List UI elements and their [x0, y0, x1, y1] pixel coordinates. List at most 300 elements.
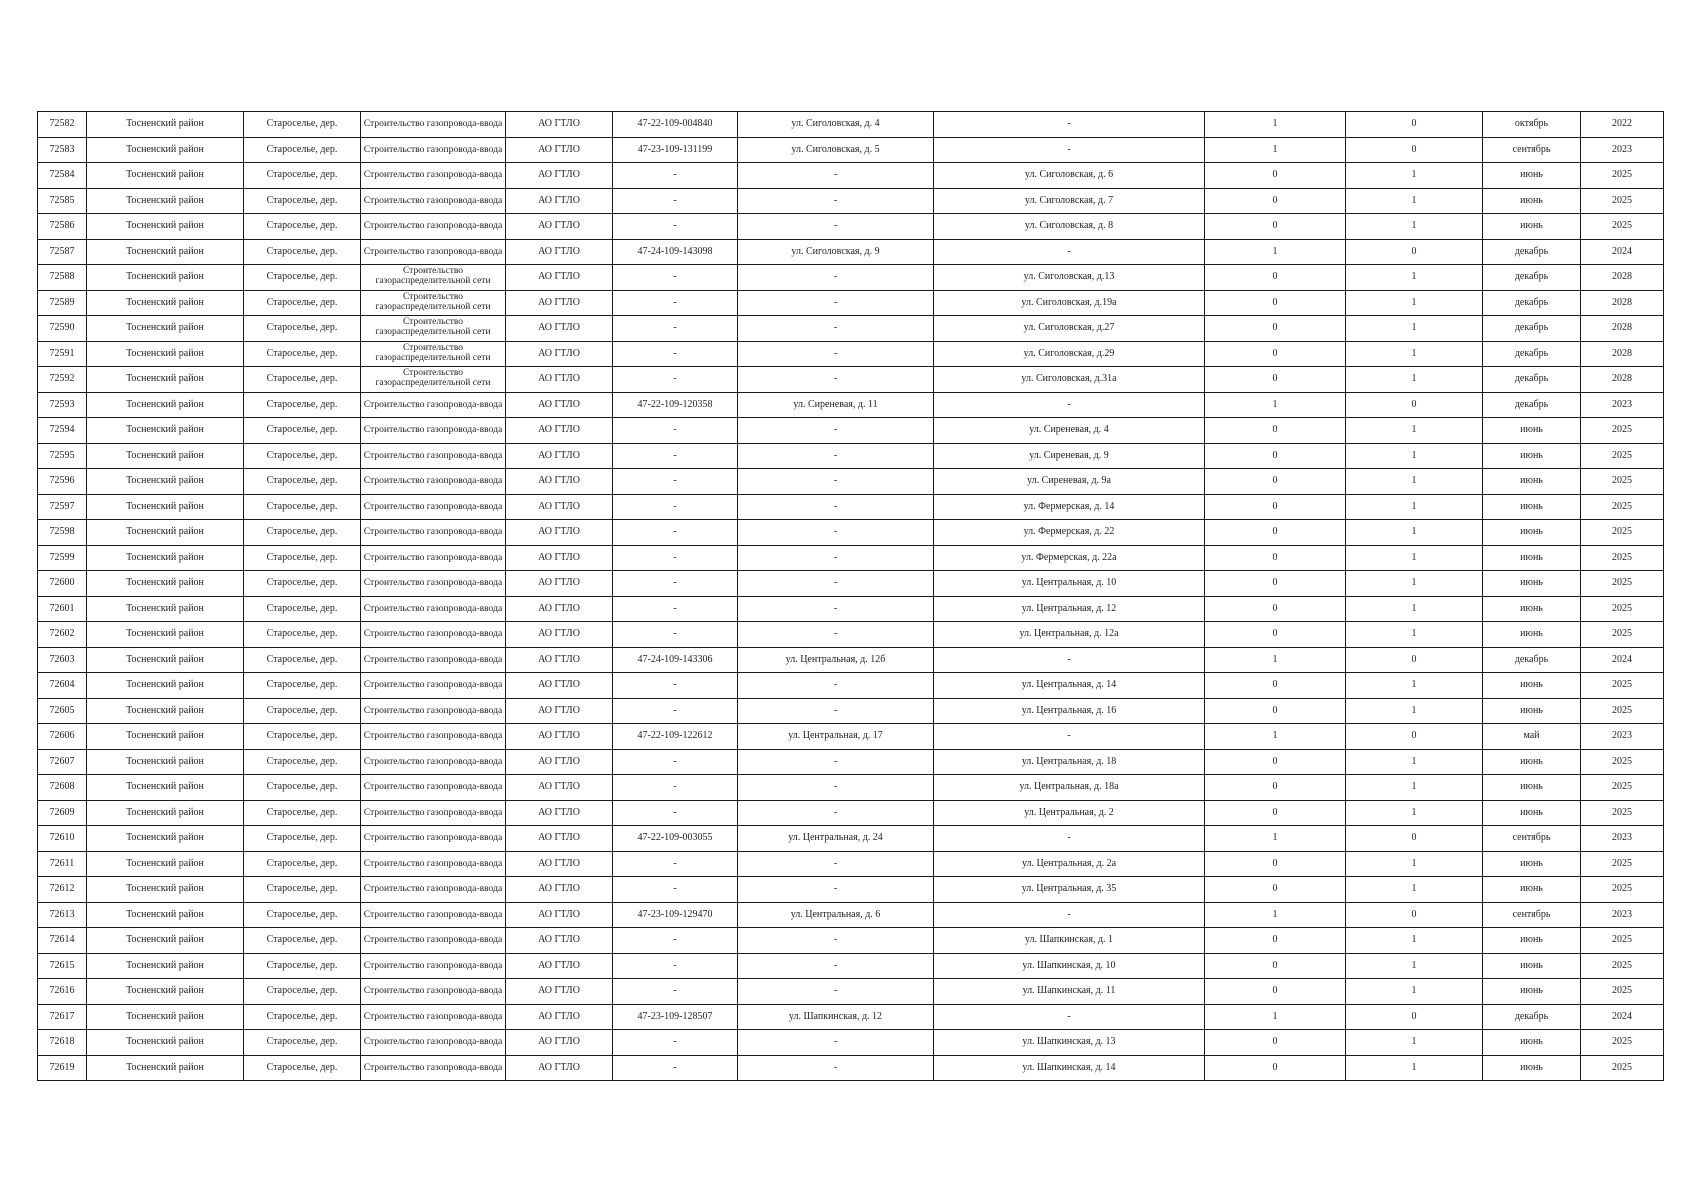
table-row — [38, 826, 1664, 852]
organization-cell: АО ГТЛО — [506, 469, 613, 495]
count-a-cell: 0 — [1205, 673, 1346, 699]
settlement-cell: Староселье, дер. — [244, 494, 361, 520]
count-b-cell: 1 — [1346, 596, 1483, 622]
settlement-cell: Староселье, дер. — [244, 1055, 361, 1081]
table-row — [38, 1004, 1664, 1030]
row-number-cell: 72596 — [38, 469, 87, 495]
year-cell: 2028 — [1581, 367, 1664, 393]
planned-address-cell: ул. Шапкинская, д. 11 — [934, 979, 1205, 1005]
existing-address-cell: - — [738, 928, 934, 954]
count-b-cell: 0 — [1346, 647, 1483, 673]
cadastral-number-cell: 47-23-109-131199 — [613, 137, 738, 163]
month-cell: июнь — [1483, 673, 1581, 699]
district-cell: Тосненский район — [87, 316, 244, 342]
count-b-cell: 1 — [1346, 851, 1483, 877]
year-cell: 2028 — [1581, 341, 1664, 367]
table-row — [38, 163, 1664, 189]
planned-address-cell: ул. Сиголовская, д. 8 — [934, 214, 1205, 240]
district-cell: Тосненский район — [87, 520, 244, 546]
organization-cell: АО ГТЛО — [506, 1004, 613, 1030]
work-type-cell: Строительство газопровода-ввода — [361, 571, 506, 597]
existing-address-cell: ул. Сиголовская, д. 5 — [738, 137, 934, 163]
count-b-cell: 1 — [1346, 290, 1483, 316]
count-b-cell: 0 — [1346, 137, 1483, 163]
district-cell: Тосненский район — [87, 724, 244, 750]
cadastral-number-cell: 47-22-109-120358 — [613, 392, 738, 418]
year-cell: 2025 — [1581, 698, 1664, 724]
district-cell: Тосненский район — [87, 1055, 244, 1081]
planned-address-cell: ул. Центральная, д. 16 — [934, 698, 1205, 724]
organization-cell: АО ГТЛО — [506, 214, 613, 240]
settlement-cell: Староселье, дер. — [244, 214, 361, 240]
work-type-cell: Строительство газопровода-ввода — [361, 928, 506, 954]
existing-address-cell: ул. Сиголовская, д. 4 — [738, 112, 934, 138]
row-number-cell: 72616 — [38, 979, 87, 1005]
count-b-cell: 1 — [1346, 443, 1483, 469]
year-cell: 2025 — [1581, 571, 1664, 597]
row-number-cell: 72607 — [38, 749, 87, 775]
row-number-cell: 72615 — [38, 953, 87, 979]
settlement-cell: Староселье, дер. — [244, 520, 361, 546]
settlement-cell: Староселье, дер. — [244, 724, 361, 750]
existing-address-cell: - — [738, 622, 934, 648]
work-type-cell: Строительство газораспределительной сети — [361, 367, 506, 393]
planned-address-cell: ул. Центральная, д. 2а — [934, 851, 1205, 877]
row-number-cell: 72584 — [38, 163, 87, 189]
count-a-cell: 0 — [1205, 953, 1346, 979]
cadastral-number-cell: 47-24-109-143098 — [613, 239, 738, 265]
settlement-cell: Староселье, дер. — [244, 647, 361, 673]
row-number-cell: 72614 — [38, 928, 87, 954]
work-type-cell: Строительство газопровода-ввода — [361, 775, 506, 801]
work-type-cell: Строительство газопровода-ввода — [361, 443, 506, 469]
work-type-cell: Строительство газопровода-ввода — [361, 698, 506, 724]
count-b-cell: 1 — [1346, 316, 1483, 342]
row-number-cell: 72595 — [38, 443, 87, 469]
year-cell: 2023 — [1581, 724, 1664, 750]
cadastral-number-cell: - — [613, 775, 738, 801]
count-b-cell: 0 — [1346, 902, 1483, 928]
month-cell: июнь — [1483, 851, 1581, 877]
count-a-cell: 0 — [1205, 622, 1346, 648]
row-number-cell: 72617 — [38, 1004, 87, 1030]
cadastral-number-cell: - — [613, 188, 738, 214]
count-a-cell: 0 — [1205, 469, 1346, 495]
table-row — [38, 545, 1664, 571]
year-cell: 2025 — [1581, 188, 1664, 214]
table-row — [38, 239, 1664, 265]
existing-address-cell: - — [738, 749, 934, 775]
organization-cell: АО ГТЛО — [506, 800, 613, 826]
table-row — [38, 367, 1664, 393]
cadastral-number-cell: 47-24-109-143306 — [613, 647, 738, 673]
district-cell: Тосненский район — [87, 902, 244, 928]
cadastral-number-cell: - — [613, 749, 738, 775]
table-row — [38, 137, 1664, 163]
cadastral-number-cell: - — [613, 1055, 738, 1081]
existing-address-cell: - — [738, 571, 934, 597]
work-type-cell: Строительство газопровода-ввода — [361, 469, 506, 495]
table-row — [38, 673, 1664, 699]
cadastral-number-cell: - — [613, 316, 738, 342]
count-a-cell: 0 — [1205, 188, 1346, 214]
planned-address-cell: ул. Центральная, д. 18а — [934, 775, 1205, 801]
planned-address-cell: ул. Шапкинская, д. 14 — [934, 1055, 1205, 1081]
organization-cell: АО ГТЛО — [506, 724, 613, 750]
count-b-cell: 1 — [1346, 1030, 1483, 1056]
cadastral-number-cell: - — [613, 520, 738, 546]
row-number-cell: 72591 — [38, 341, 87, 367]
settlement-cell: Староселье, дер. — [244, 800, 361, 826]
row-number-cell: 72588 — [38, 265, 87, 291]
work-type-cell: Строительство газопровода-ввода — [361, 851, 506, 877]
organization-cell: АО ГТЛО — [506, 290, 613, 316]
count-b-cell: 1 — [1346, 494, 1483, 520]
row-number-cell: 72612 — [38, 877, 87, 903]
table-row — [38, 902, 1664, 928]
year-cell: 2025 — [1581, 1030, 1664, 1056]
count-a-cell: 0 — [1205, 341, 1346, 367]
table-row — [38, 443, 1664, 469]
district-cell: Тосненский район — [87, 494, 244, 520]
organization-cell: АО ГТЛО — [506, 367, 613, 393]
district-cell: Тосненский район — [87, 979, 244, 1005]
existing-address-cell: - — [738, 877, 934, 903]
table-row — [38, 800, 1664, 826]
district-cell: Тосненский район — [87, 622, 244, 648]
row-number-cell: 72611 — [38, 851, 87, 877]
table-row — [38, 188, 1664, 214]
work-type-cell: Строительство газопровода-ввода — [361, 494, 506, 520]
year-cell: 2025 — [1581, 520, 1664, 546]
existing-address-cell: - — [738, 341, 934, 367]
organization-cell: АО ГТЛО — [506, 953, 613, 979]
month-cell: июнь — [1483, 571, 1581, 597]
existing-address-cell: - — [738, 418, 934, 444]
cadastral-number-cell: - — [613, 928, 738, 954]
count-b-cell: 1 — [1346, 418, 1483, 444]
existing-address-cell: - — [738, 316, 934, 342]
count-a-cell: 0 — [1205, 316, 1346, 342]
year-cell: 2025 — [1581, 596, 1664, 622]
planned-address-cell: - — [934, 647, 1205, 673]
cadastral-number-cell: 47-22-109-003055 — [613, 826, 738, 852]
planned-address-cell: ул. Центральная, д. 12а — [934, 622, 1205, 648]
row-number-cell: 72586 — [38, 214, 87, 240]
cadastral-number-cell: - — [613, 469, 738, 495]
year-cell: 2025 — [1581, 928, 1664, 954]
year-cell: 2025 — [1581, 673, 1664, 699]
work-type-cell: Строительство газораспределительной сети — [361, 290, 506, 316]
existing-address-cell: - — [738, 469, 934, 495]
year-cell: 2025 — [1581, 749, 1664, 775]
row-number-cell: 72597 — [38, 494, 87, 520]
work-type-cell: Строительство газопровода-ввода — [361, 163, 506, 189]
work-type-cell: Строительство газопровода-ввода — [361, 1030, 506, 1056]
settlement-cell: Староселье, дер. — [244, 418, 361, 444]
planned-address-cell: ул. Сиголовская, д.27 — [934, 316, 1205, 342]
organization-cell: АО ГТЛО — [506, 188, 613, 214]
settlement-cell: Староселье, дер. — [244, 265, 361, 291]
planned-address-cell: - — [934, 137, 1205, 163]
table-row — [38, 775, 1664, 801]
month-cell: декабрь — [1483, 265, 1581, 291]
district-cell: Тосненский район — [87, 673, 244, 699]
table-row — [38, 622, 1664, 648]
district-cell: Тосненский район — [87, 290, 244, 316]
planned-address-cell: - — [934, 392, 1205, 418]
count-b-cell: 0 — [1346, 239, 1483, 265]
work-type-cell: Строительство газопровода-ввода — [361, 749, 506, 775]
district-cell: Тосненский район — [87, 571, 244, 597]
month-cell: декабрь — [1483, 316, 1581, 342]
count-b-cell: 0 — [1346, 112, 1483, 138]
count-b-cell: 1 — [1346, 265, 1483, 291]
count-b-cell: 1 — [1346, 673, 1483, 699]
count-a-cell: 0 — [1205, 367, 1346, 393]
organization-cell: АО ГТЛО — [506, 545, 613, 571]
month-cell: июнь — [1483, 749, 1581, 775]
planned-address-cell: - — [934, 724, 1205, 750]
district-cell: Тосненский район — [87, 112, 244, 138]
year-cell: 2028 — [1581, 265, 1664, 291]
cadastral-number-cell: - — [613, 265, 738, 291]
year-cell: 2028 — [1581, 290, 1664, 316]
planned-address-cell: ул. Центральная, д. 14 — [934, 673, 1205, 699]
month-cell: декабрь — [1483, 239, 1581, 265]
existing-address-cell: ул. Сиреневая, д. 11 — [738, 392, 934, 418]
count-b-cell: 1 — [1346, 341, 1483, 367]
existing-address-cell: - — [738, 775, 934, 801]
count-a-cell: 0 — [1205, 418, 1346, 444]
planned-address-cell: ул. Сиголовская, д.31а — [934, 367, 1205, 393]
settlement-cell: Староселье, дер. — [244, 239, 361, 265]
existing-address-cell: - — [738, 214, 934, 240]
planned-address-cell: ул. Сиголовская, д. 6 — [934, 163, 1205, 189]
organization-cell: АО ГТЛО — [506, 749, 613, 775]
row-number-cell: 72592 — [38, 367, 87, 393]
cadastral-number-cell: - — [613, 622, 738, 648]
count-a-cell: 0 — [1205, 749, 1346, 775]
district-cell: Тосненский район — [87, 1030, 244, 1056]
row-number-cell: 72619 — [38, 1055, 87, 1081]
table-row — [38, 290, 1664, 316]
work-type-cell: Строительство газопровода-ввода — [361, 188, 506, 214]
settlement-cell: Староселье, дер. — [244, 902, 361, 928]
work-type-cell: Строительство газопровода-ввода — [361, 112, 506, 138]
cadastral-number-cell: - — [613, 290, 738, 316]
organization-cell: АО ГТЛО — [506, 316, 613, 342]
table-row — [38, 392, 1664, 418]
existing-address-cell: ул. Шапкинская, д. 12 — [738, 1004, 934, 1030]
table-row — [38, 469, 1664, 495]
count-a-cell: 0 — [1205, 877, 1346, 903]
work-type-cell: Строительство газопровода-ввода — [361, 724, 506, 750]
settlement-cell: Староселье, дер. — [244, 979, 361, 1005]
count-b-cell: 1 — [1346, 1055, 1483, 1081]
cadastral-number-cell: - — [613, 214, 738, 240]
count-b-cell: 1 — [1346, 622, 1483, 648]
organization-cell: АО ГТЛО — [506, 163, 613, 189]
count-b-cell: 1 — [1346, 979, 1483, 1005]
count-a-cell: 0 — [1205, 698, 1346, 724]
district-cell: Тосненский район — [87, 137, 244, 163]
year-cell: 2025 — [1581, 979, 1664, 1005]
existing-address-cell: - — [738, 851, 934, 877]
count-b-cell: 1 — [1346, 698, 1483, 724]
table-row — [38, 928, 1664, 954]
year-cell: 2024 — [1581, 647, 1664, 673]
count-a-cell: 1 — [1205, 392, 1346, 418]
district-cell: Тосненский район — [87, 392, 244, 418]
year-cell: 2025 — [1581, 622, 1664, 648]
table-row — [38, 112, 1664, 138]
count-a-cell: 0 — [1205, 214, 1346, 240]
count-a-cell: 0 — [1205, 494, 1346, 520]
district-cell: Тосненский район — [87, 1004, 244, 1030]
organization-cell: АО ГТЛО — [506, 877, 613, 903]
existing-address-cell: ул. Центральная, д. 24 — [738, 826, 934, 852]
count-a-cell: 0 — [1205, 800, 1346, 826]
count-a-cell: 0 — [1205, 265, 1346, 291]
count-b-cell: 1 — [1346, 953, 1483, 979]
count-a-cell: 1 — [1205, 112, 1346, 138]
existing-address-cell: - — [738, 163, 934, 189]
planned-address-cell: ул. Шапкинская, д. 10 — [934, 953, 1205, 979]
year-cell: 2025 — [1581, 214, 1664, 240]
organization-cell: АО ГТЛО — [506, 979, 613, 1005]
month-cell: декабрь — [1483, 647, 1581, 673]
work-type-cell: Строительство газопровода-ввода — [361, 392, 506, 418]
cadastral-number-cell: 47-22-109-122612 — [613, 724, 738, 750]
year-cell: 2025 — [1581, 800, 1664, 826]
work-type-cell: Строительство газопровода-ввода — [361, 1055, 506, 1081]
work-type-cell: Строительство газопровода-ввода — [361, 418, 506, 444]
planned-address-cell: ул. Сиголовская, д. 7 — [934, 188, 1205, 214]
planned-address-cell: ул. Шапкинская, д. 13 — [934, 1030, 1205, 1056]
existing-address-cell: - — [738, 673, 934, 699]
district-cell: Тосненский район — [87, 469, 244, 495]
existing-address-cell: ул. Центральная, д. 17 — [738, 724, 934, 750]
month-cell: июнь — [1483, 214, 1581, 240]
settlement-cell: Староселье, дер. — [244, 928, 361, 954]
existing-address-cell: - — [738, 290, 934, 316]
cadastral-number-cell: - — [613, 418, 738, 444]
month-cell: декабрь — [1483, 290, 1581, 316]
count-b-cell: 1 — [1346, 749, 1483, 775]
organization-cell: АО ГТЛО — [506, 902, 613, 928]
row-number-cell: 72602 — [38, 622, 87, 648]
row-number-cell: 72590 — [38, 316, 87, 342]
table-row — [38, 418, 1664, 444]
month-cell: июнь — [1483, 418, 1581, 444]
row-number-cell: 72598 — [38, 520, 87, 546]
organization-cell: АО ГТЛО — [506, 520, 613, 546]
year-cell: 2025 — [1581, 163, 1664, 189]
row-number-cell: 72600 — [38, 571, 87, 597]
district-cell: Тосненский район — [87, 647, 244, 673]
count-b-cell: 0 — [1346, 826, 1483, 852]
planned-address-cell: ул. Сиголовская, д.19а — [934, 290, 1205, 316]
organization-cell: АО ГТЛО — [506, 443, 613, 469]
month-cell: сентябрь — [1483, 826, 1581, 852]
table-row — [38, 698, 1664, 724]
district-cell: Тосненский район — [87, 367, 244, 393]
organization-cell: АО ГТЛО — [506, 1030, 613, 1056]
year-cell: 2025 — [1581, 545, 1664, 571]
table-row — [38, 749, 1664, 775]
organization-cell: АО ГТЛО — [506, 851, 613, 877]
cadastral-number-cell: - — [613, 494, 738, 520]
cadastral-number-cell: - — [613, 851, 738, 877]
table-row — [38, 953, 1664, 979]
count-b-cell: 1 — [1346, 520, 1483, 546]
settlement-cell: Староселье, дер. — [244, 596, 361, 622]
cadastral-number-cell: 47-22-109-004840 — [613, 112, 738, 138]
cadastral-number-cell: - — [613, 698, 738, 724]
organization-cell: АО ГТЛО — [506, 622, 613, 648]
count-a-cell: 0 — [1205, 443, 1346, 469]
row-number-cell: 72603 — [38, 647, 87, 673]
row-number-cell: 72608 — [38, 775, 87, 801]
table-row — [38, 494, 1664, 520]
count-a-cell: 0 — [1205, 1030, 1346, 1056]
settlement-cell: Староселье, дер. — [244, 163, 361, 189]
organization-cell: АО ГТЛО — [506, 137, 613, 163]
month-cell: декабрь — [1483, 341, 1581, 367]
work-type-cell: Строительство газопровода-ввода — [361, 826, 506, 852]
planned-address-cell: ул. Сиголовская, д.13 — [934, 265, 1205, 291]
row-number-cell: 72610 — [38, 826, 87, 852]
table-row — [38, 1030, 1664, 1056]
planned-address-cell: ул. Фермерская, д. 22а — [934, 545, 1205, 571]
settlement-cell: Староселье, дер. — [244, 290, 361, 316]
organization-cell: АО ГТЛО — [506, 775, 613, 801]
row-number-cell: 72585 — [38, 188, 87, 214]
count-b-cell: 1 — [1346, 188, 1483, 214]
cadastral-number-cell: - — [613, 979, 738, 1005]
work-type-cell: Строительство газопровода-ввода — [361, 520, 506, 546]
work-type-cell: Строительство газопровода-ввода — [361, 673, 506, 699]
count-b-cell: 1 — [1346, 928, 1483, 954]
settlement-cell: Староселье, дер. — [244, 443, 361, 469]
year-cell: 2022 — [1581, 112, 1664, 138]
existing-address-cell: - — [738, 367, 934, 393]
planned-address-cell: - — [934, 1004, 1205, 1030]
row-number-cell: 72583 — [38, 137, 87, 163]
count-a-cell: 0 — [1205, 1055, 1346, 1081]
work-type-cell: Строительство газопровода-ввода — [361, 622, 506, 648]
district-cell: Тосненский район — [87, 214, 244, 240]
table-row — [38, 596, 1664, 622]
row-number-cell: 72613 — [38, 902, 87, 928]
row-number-cell: 72593 — [38, 392, 87, 418]
year-cell: 2023 — [1581, 826, 1664, 852]
work-type-cell: Строительство газопровода-ввода — [361, 596, 506, 622]
settlement-cell: Староселье, дер. — [244, 877, 361, 903]
district-cell: Тосненский район — [87, 826, 244, 852]
month-cell: июнь — [1483, 1055, 1581, 1081]
organization-cell: АО ГТЛО — [506, 1055, 613, 1081]
district-cell: Тосненский район — [87, 596, 244, 622]
month-cell: июнь — [1483, 698, 1581, 724]
existing-address-cell: - — [738, 545, 934, 571]
organization-cell: АО ГТЛО — [506, 596, 613, 622]
existing-address-cell: - — [738, 494, 934, 520]
settlement-cell: Староселье, дер. — [244, 749, 361, 775]
existing-address-cell: ул. Центральная, д. 12б — [738, 647, 934, 673]
settlement-cell: Староселье, дер. — [244, 137, 361, 163]
